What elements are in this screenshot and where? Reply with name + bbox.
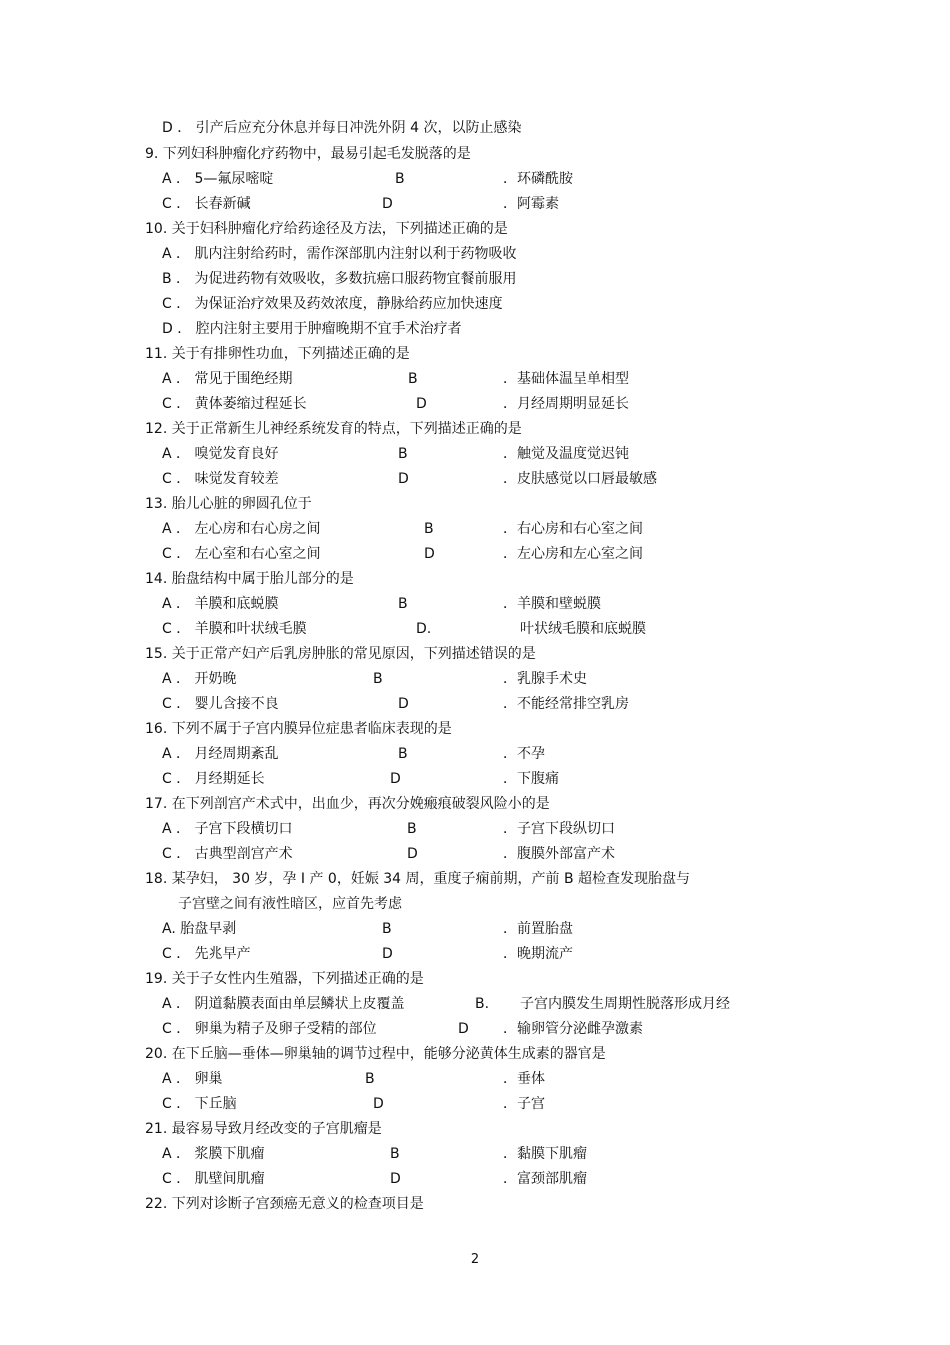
option-text: ．下腹痛 <box>503 771 559 787</box>
option-letter: B <box>398 746 408 762</box>
option-text: A ． 5—氟尿嘧啶 <box>162 171 274 187</box>
option-text: ．月经周期明显延长 <box>503 396 629 412</box>
question-stem: 9. 下列妇科肿瘤化疗药物中，最易引起毛发脱落的是 <box>145 146 471 162</box>
option-letter: D <box>424 546 435 562</box>
option-text: A ． 阴道黏膜表面由单层鳞状上皮覆盖 <box>162 996 405 1012</box>
question-stem: 16. 下列不属于子宫内膜异位症患者临床表现的是 <box>145 721 452 737</box>
option-text: C ． 肌壁间肌瘤 <box>162 1171 265 1187</box>
option-text: C ． 左心室和右心室之间 <box>162 546 321 562</box>
option-letter: B <box>390 1146 400 1162</box>
question-stem: 14. 胎盘结构中属于胎儿部分的是 <box>145 571 354 587</box>
option-text: D <box>382 196 393 212</box>
option-text: ．触觉及温度觉迟钝 <box>503 446 629 462</box>
option-text: ．皮肤感觉以口唇最敏感 <box>503 471 657 487</box>
option-text: B <box>395 171 405 187</box>
option-text: C ． 为保证治疗效果及药效浓度，静脉给药应加快速度 <box>162 296 503 312</box>
option-text: ．子宫 <box>503 1096 545 1112</box>
option-text: ．乳腺手术史 <box>503 671 587 687</box>
option-text: C ． 长春新碱 <box>162 196 251 212</box>
option-letter: B <box>398 446 408 462</box>
option-letter: D <box>416 396 427 412</box>
option-text: A ． 羊膜和底蜕膜 <box>162 596 279 612</box>
option-text: C ． 味觉发育较差 <box>162 471 279 487</box>
option-text: ．富颈部肌瘤 <box>503 1171 587 1187</box>
option-text: ．阿霉素 <box>503 196 559 212</box>
option-letter: D <box>407 846 418 862</box>
option-text: ．右心房和右心室之间 <box>503 521 643 537</box>
option-letter: D <box>398 696 409 712</box>
option-text: 子宫内膜发生周期性脱落形成月经 <box>520 996 730 1012</box>
question-stem: 15. 关于正常产妇产后乳房肿胀的常见原因，下列描述错误的是 <box>145 646 536 662</box>
option-text: ．前置胎盘 <box>503 921 573 937</box>
option-text: ．羊膜和壁蜕膜 <box>503 596 601 612</box>
option-text: ．不孕 <box>503 746 545 762</box>
option-text: A ． 浆膜下肌瘤 <box>162 1146 265 1162</box>
option-text: C ． 黄体萎缩过程延长 <box>162 396 307 412</box>
option-letter: D <box>390 771 401 787</box>
option-text: ．输卵管分泌雌孕激素 <box>503 1021 643 1037</box>
option-letter: B <box>382 921 392 937</box>
question-stem: 18. 某孕妇， 30 岁，孕 I 产 0，妊娠 34 周，重度子痫前期，产前 B 超检查发现胎盘与 <box>145 871 691 887</box>
option-text: A ． 肌内注射给药时，需作深部肌内注射以利于药物吸收 <box>162 246 517 262</box>
option-text: B ． 为促进药物有效吸收，多数抗癌口服药物宜餐前服用 <box>162 271 517 287</box>
option-letter: B <box>408 371 418 387</box>
option-text: A ． 卵巢 <box>162 1071 223 1087</box>
option-text: A. 胎盘早剥 <box>162 921 237 937</box>
option-text: C ． 月经期延长 <box>162 771 265 787</box>
option-text: ．腹膜外部富产术 <box>503 846 615 862</box>
option-text: A ． 常见于围绝经期 <box>162 371 293 387</box>
option-text: C ． 下丘脑 <box>162 1096 237 1112</box>
option-text: A ． 开奶晚 <box>162 671 237 687</box>
option-letter: B <box>424 521 434 537</box>
option-letter: D <box>458 1021 469 1037</box>
question-stem: 21. 最容易导致月经改变的子宫肌瘤是 <box>145 1121 382 1137</box>
option-letter: D <box>382 946 393 962</box>
option-letter: D <box>398 471 409 487</box>
question-stem: 13. 胎儿心脏的卵圆孔位于 <box>145 496 312 512</box>
question-stem: 12. 关于正常新生儿神经系统发育的特点，下列描述正确的是 <box>145 421 522 437</box>
option-text: C ． 卵巢为精子及卵子受精的部位 <box>162 1021 377 1037</box>
option-text: ．环磷酰胺 <box>503 171 573 187</box>
option-text: A ． 子宫下段横切口 <box>162 821 293 837</box>
option-letter: B <box>365 1071 375 1087</box>
option-letter: B <box>398 596 408 612</box>
option-text: C ． 羊膜和叶状绒毛膜 <box>162 621 307 637</box>
option-text: C ． 古典型剖宫产术 <box>162 846 293 862</box>
option-text: C ． 婴儿含接不良 <box>162 696 279 712</box>
option-text: A ． 左心房和右心房之间 <box>162 521 321 537</box>
option-text: A ． 月经周期紊乱 <box>162 746 279 762</box>
option-letter: D <box>373 1096 384 1112</box>
question-stem: 10. 关于妇科肿瘤化疗给药途径及方法，下列描述正确的是 <box>145 221 508 237</box>
question-stem: 17. 在下列剖宫产术式中，出血少，再次分娩瘢痕破裂风险小的是 <box>145 796 550 812</box>
option-letter: B. <box>475 996 490 1012</box>
option-text: D ． 腔内注射主要用于肿瘤晚期不宜手术治疗者 <box>162 321 462 337</box>
option-text: ．黏膜下肌瘤 <box>503 1146 587 1162</box>
option-text: ．不能经常排空乳房 <box>503 696 629 712</box>
option-text: ．左心房和左心室之间 <box>503 546 643 562</box>
option-letter: B <box>407 821 417 837</box>
option-text: A ． 嗅觉发育良好 <box>162 446 279 462</box>
option-text: ．基础体温呈单相型 <box>503 371 629 387</box>
option-text: D ． 引产后应充分休息并每日冲洗外阴 4 次，以防止感染 <box>162 120 522 136</box>
option-letter: D <box>390 1171 401 1187</box>
page-number: 2 <box>470 1252 480 1267</box>
question-stem: 19. 关于子女性内生殖器，下列描述正确的是 <box>145 971 424 987</box>
question-stem: 子宫壁之间有液性暗区，应首先考虑 <box>178 896 402 912</box>
option-text: ．子宫下段纵切口 <box>503 821 615 837</box>
option-text: 叶状绒毛膜和底蜕膜 <box>520 621 646 637</box>
option-letter: D. <box>416 621 432 637</box>
question-stem: 11. 关于有排卵性功血，下列描述正确的是 <box>145 346 410 362</box>
option-text: C ． 先兆早产 <box>162 946 251 962</box>
question-stem: 22. 下列对诊断子宫颈癌无意义的检查项目是 <box>145 1196 424 1212</box>
question-stem: 20. 在下丘脑—垂体—卵巢轴的调节过程中，能够分泌黄体生成素的器官是 <box>145 1046 606 1062</box>
option-text: ．垂体 <box>503 1071 545 1087</box>
option-text: ．晚期流产 <box>503 946 573 962</box>
option-letter: B <box>373 671 383 687</box>
